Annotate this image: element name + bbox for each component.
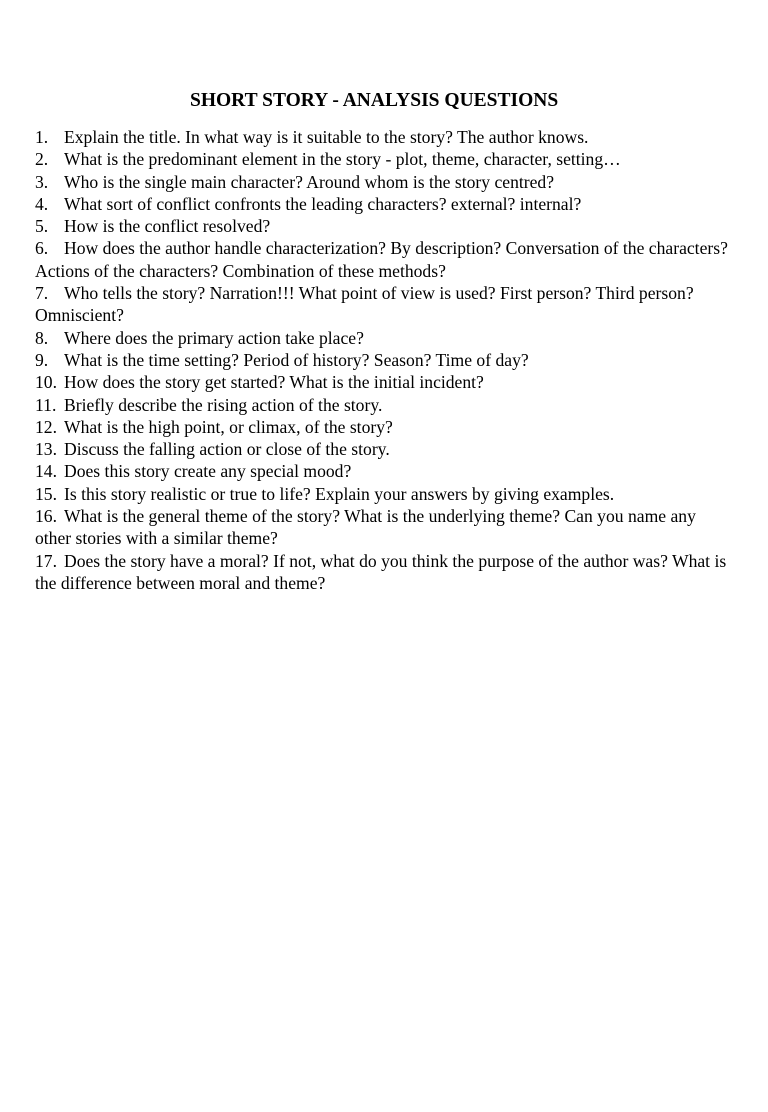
question-number: 11. bbox=[35, 394, 57, 415]
question-item-2 bbox=[35, 148, 732, 170]
question-number: 14. bbox=[35, 461, 57, 482]
question-text: What is the general theme of the story? What is the underlying theme? Can you name any other stories with a similar theme? bbox=[35, 506, 696, 549]
question-item-13 bbox=[35, 438, 732, 460]
page-title: SHORT STORY - ANALYSIS QUESTIONS bbox=[190, 90, 559, 111]
question-number: 13. bbox=[35, 439, 57, 460]
question-number: 6. bbox=[35, 238, 49, 259]
question-text: What is the time setting? Period of history? Season? Time of day? bbox=[64, 349, 529, 370]
question-item-10 bbox=[35, 371, 732, 393]
question-text: Who is the single main character? Around whom is the story centred? bbox=[64, 171, 555, 192]
question-item-4 bbox=[35, 193, 732, 215]
question-text: What is the high point, or climax, of the story? bbox=[64, 416, 393, 437]
document-page bbox=[0, 88, 768, 1112]
question-number: 8. bbox=[35, 327, 49, 348]
question-number: 16. bbox=[35, 506, 57, 527]
question-number: 1. bbox=[35, 127, 49, 147]
question-number: 4. bbox=[35, 193, 49, 214]
question-text: How is the conflict resolved? bbox=[64, 216, 271, 237]
question-number: 9. bbox=[35, 349, 49, 370]
question-text: Who tells the story? Narration!!! What point of view is used? First person? Third person? Omniscient? bbox=[35, 283, 694, 326]
question-text: Briefly describe the rising action of the story. bbox=[64, 394, 383, 415]
question-item-7 bbox=[35, 282, 732, 327]
question-number: 3. bbox=[35, 171, 49, 192]
question-text: How does the story get started? What is the initial incident? bbox=[64, 372, 484, 393]
question-text: Is this story realistic or true to life? Explain your answers by giving examples. bbox=[64, 483, 615, 504]
question-text: Where does the primary action take place? bbox=[64, 327, 364, 348]
question-number: 17. bbox=[35, 550, 57, 571]
question-number: 15. bbox=[35, 483, 57, 504]
question-item-17 bbox=[35, 550, 732, 595]
question-text: Explain the title. In what way is it suitable to the story? The author knows. bbox=[64, 127, 589, 147]
question-number: 2. bbox=[35, 149, 49, 170]
question-text: Does the story have a moral? If not, what do you think the purpose of the author was? What is the difference between moral and theme? bbox=[35, 550, 727, 593]
question-item-15 bbox=[35, 483, 732, 505]
question-text: What is the predominant element in the story - plot, theme, character, setting… bbox=[64, 149, 621, 170]
question-item-3 bbox=[35, 171, 732, 193]
question-item-16 bbox=[35, 505, 732, 550]
question-text: How does the author handle characterization? By description? Conversation of the characters? Actions of the characters? Combination of these methods? bbox=[35, 238, 728, 281]
question-item-1 bbox=[35, 126, 732, 148]
question-item-5 bbox=[35, 215, 732, 237]
question-item-11 bbox=[35, 394, 732, 416]
question-item-8 bbox=[35, 327, 732, 349]
question-number: 7. bbox=[35, 283, 49, 304]
question-item-14 bbox=[35, 460, 732, 482]
question-item-9 bbox=[35, 349, 732, 371]
question-list bbox=[35, 126, 732, 594]
question-item-12 bbox=[35, 416, 732, 438]
question-item-6 bbox=[35, 237, 732, 282]
question-text: What sort of conflict confronts the leading characters? external? internal? bbox=[64, 193, 582, 214]
question-number: 5. bbox=[35, 216, 49, 237]
question-number: 12. bbox=[35, 416, 57, 437]
question-text: Discuss the falling action or close of the story. bbox=[64, 439, 390, 460]
question-text: Does this story create any special mood? bbox=[64, 461, 352, 482]
question-number: 10. bbox=[35, 372, 57, 393]
